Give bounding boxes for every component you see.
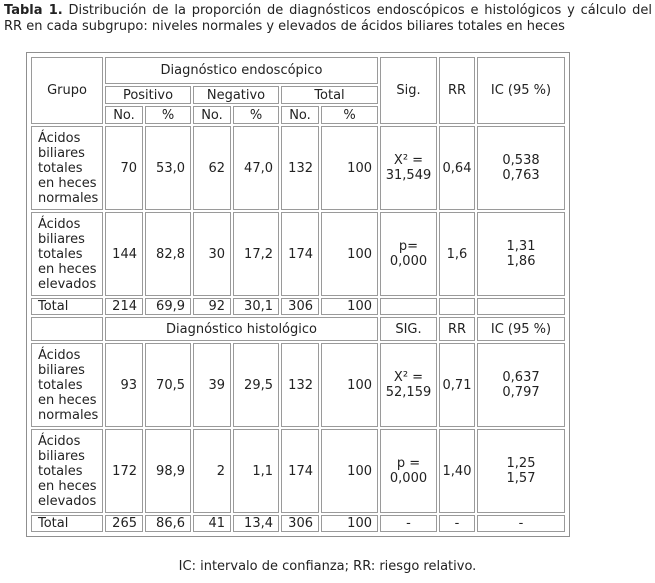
header-no: No. [281,106,319,124]
positive-percent: 82,8 [145,212,191,296]
header-positivo: Positivo [105,86,191,104]
total-percent: 100 [321,298,378,315]
confidence-interval: 1,31 1,86 [477,212,565,296]
header-endoscopic: Diagnóstico endoscópico [105,57,378,84]
total-percent: 100 [321,429,378,513]
negative-percent: 1,1 [233,429,279,513]
negative-percent: 30,1 [233,298,279,315]
total-row [31,298,565,315]
relative-risk [439,298,475,315]
header-ic: IC (95 %) [477,317,565,341]
significance: X² = 31,549 [380,126,437,210]
significance [380,298,437,315]
group-label: Ácidos biliares totales en heces normales [31,126,103,210]
positive-count: 214 [105,298,143,315]
positive-count: 172 [105,429,143,513]
total-count: 306 [281,515,319,532]
significance: p= 0,000 [380,212,437,296]
header-pct: % [321,106,378,124]
header-no: No. [105,106,143,124]
total-row [31,515,565,532]
results-table [29,55,567,534]
header-rr: RR [439,317,475,341]
header-histologic: Diagnóstico histológico [105,317,378,341]
histo-header-row [31,317,565,341]
negative-count: 92 [193,298,231,315]
significance: p = 0,000 [380,429,437,513]
group-label: Ácidos biliares totales en heces normales [31,343,103,427]
total-label: Total [31,298,103,315]
group-label: Ácidos biliares totales en heces elevados [31,212,103,296]
positive-count: 144 [105,212,143,296]
confidence-interval: 0,538 0,763 [477,126,565,210]
relative-risk: 1,6 [439,212,475,296]
confidence-interval [477,298,565,315]
confidence-interval: 1,25 1,57 [477,429,565,513]
negative-count: 39 [193,343,231,427]
header-grupo: Grupo [31,57,103,124]
total-percent: 100 [321,515,378,532]
table-row [31,343,565,427]
confidence-interval: 0,637 0,797 [477,343,565,427]
relative-risk: 0,71 [439,343,475,427]
header-pct: % [233,106,279,124]
negative-count: 41 [193,515,231,532]
positive-percent: 86,6 [145,515,191,532]
results-table-wrapper [26,52,570,537]
significance: X² = 52,159 [380,343,437,427]
total-count: 132 [281,126,319,210]
positive-percent: 70,5 [145,343,191,427]
total-count: 174 [281,212,319,296]
header-empty [31,317,103,341]
positive-percent: 98,9 [145,429,191,513]
negative-percent: 13,4 [233,515,279,532]
negative-count: 2 [193,429,231,513]
negative-percent: 29,5 [233,343,279,427]
total-count: 174 [281,429,319,513]
total-count: 132 [281,343,319,427]
total-label: Total [31,515,103,532]
negative-count: 30 [193,212,231,296]
caption-label: Tabla 1. [4,3,63,18]
positive-count: 70 [105,126,143,210]
header-negativo: Negativo [193,86,279,104]
total-percent: 100 [321,343,378,427]
endo-header-row-1 [31,57,565,84]
relative-risk: 1,40 [439,429,475,513]
negative-percent: 47,0 [233,126,279,210]
group-label: Ácidos biliares totales en heces elevados [31,429,103,513]
total-percent: 100 [321,212,378,296]
caption-text: Distribución de la proporción de diagnósticos endoscópicos e histológicos y cálculo del RR en cada subgrupo: niveles normales y elevados de ácidos biliares totales en heces [4,3,652,34]
table-footnote: IC: intervalo de confianza; RR: riesgo relativo. [178,559,477,574]
header-total: Total [281,86,378,104]
table-row [31,212,565,296]
positive-count: 265 [105,515,143,532]
confidence-interval: - [477,515,565,532]
total-count: 306 [281,298,319,315]
header-sig: Sig. [380,57,437,124]
header-sig: SIG. [380,317,437,341]
relative-risk: - [439,515,475,532]
table-caption [4,3,652,35]
header-rr: RR [439,57,475,124]
header-ic: IC (95 %) [477,57,565,124]
table-row [31,126,565,210]
header-no: No. [193,106,231,124]
negative-count: 62 [193,126,231,210]
negative-percent: 17,2 [233,212,279,296]
table-row [31,429,565,513]
header-pct: % [145,106,191,124]
positive-percent: 69,9 [145,298,191,315]
positive-percent: 53,0 [145,126,191,210]
relative-risk: 0,64 [439,126,475,210]
total-percent: 100 [321,126,378,210]
significance: - [380,515,437,532]
positive-count: 93 [105,343,143,427]
